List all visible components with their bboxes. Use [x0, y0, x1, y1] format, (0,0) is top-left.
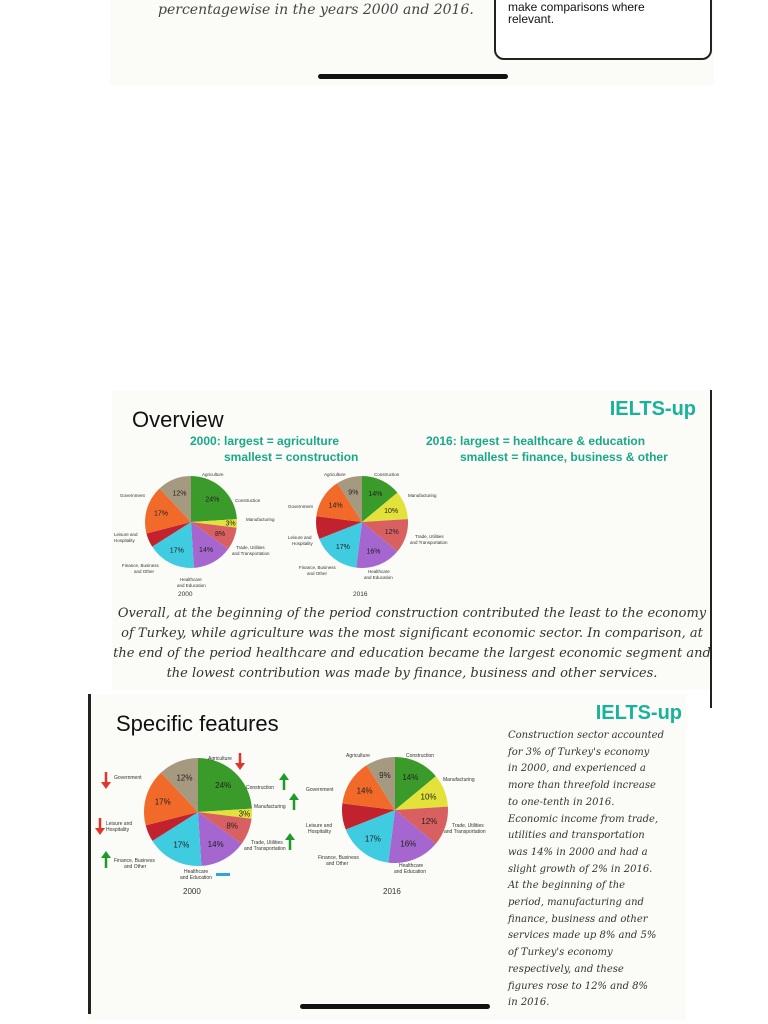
features-line-16: figures rose to 12% and 8%: [508, 980, 649, 992]
pie-data-label-leisure: 17%: [153, 510, 168, 518]
slide-overview: [112, 390, 712, 690]
label-agriculture-2000: Agriculture: [208, 756, 232, 762]
label-agriculture-2016: Agriculture: [324, 472, 346, 477]
features-line-13: services made up 8% and 5%: [508, 930, 657, 942]
label-government-2016: Government: [288, 504, 313, 509]
label-leisure-2016-1: Leisure and: [288, 535, 312, 540]
summary-2016-line1: 2016: largest = healthcare & education: [426, 434, 646, 448]
card-text-1: make comparisons where: [508, 0, 645, 14]
label-leisure-2000-2: Hospitality: [114, 538, 135, 543]
arrow-down-icon: [101, 772, 111, 789]
label-finance-2000-2: and Other: [134, 569, 155, 574]
label-healthcare-2016-2: and Education: [394, 869, 426, 875]
pie-data-label-leisure: 17%: [154, 797, 171, 807]
label-trade-2016-1: Trade, Utilities: [415, 534, 444, 539]
home-indicator-bottom[interactable]: [300, 1004, 490, 1009]
features-line-1: Construction sector accounted: [508, 730, 664, 741]
pie-data-label-leisure: 14%: [328, 502, 343, 510]
pie-data-label-healthcare: 17%: [169, 547, 184, 555]
pie-data-label-healthcare: 17%: [335, 544, 350, 552]
features-line-8: was 14% in 2000 and had a: [508, 846, 648, 858]
pie-data-label-trade: 16%: [366, 548, 381, 556]
label-trade-2016-1: Trade, Utilities: [452, 823, 484, 829]
label-leisure-2000-1: Leisure and: [114, 532, 138, 537]
label-construction-2000: Construction: [246, 785, 275, 791]
slide-top-text: percentagewise in the years 2000 and 2016.: [158, 2, 474, 18]
pie-data-label-manufacturing: 8%: [226, 821, 238, 831]
summary-2016-line2: smallest = finance, business & other: [460, 450, 668, 464]
label-leisure-2016-1: Leisure and: [306, 823, 333, 829]
label-trade-2000-2: and Transportation: [244, 846, 286, 852]
label-leisure-2000-1: Leisure and: [106, 821, 133, 827]
label-manufacturing-2016: Manufacturing: [408, 493, 437, 498]
label-finance-2016-2: and Other: [326, 861, 349, 867]
label-healthcare-2000-2: and Education: [180, 875, 212, 881]
label-leisure-2016-2: Hospitality: [292, 541, 313, 546]
label-government-2000: Government: [114, 775, 142, 781]
arrow-up-icon: [285, 833, 295, 850]
pie-data-label-government: 12%: [172, 490, 187, 498]
summary-2000-line1: 2000: largest = agriculture: [190, 434, 340, 448]
label-healthcare-2016-1: Healthcare: [368, 569, 390, 574]
pie-data-label-healthcare: 17%: [364, 834, 381, 844]
label-finance-2000-1: Finance, Business: [114, 858, 155, 864]
slide-features: [88, 694, 686, 1020]
label-healthcare-2000-2: and Education: [177, 583, 206, 588]
label-healthcare-2016-2: and Education: [364, 575, 393, 580]
arrow-down-icon: [235, 753, 245, 770]
year-label-2016: 2016: [353, 591, 368, 598]
pie-data-label-construction: 3%: [238, 809, 251, 819]
label-finance-2016-1: Finance, Business: [299, 565, 336, 570]
features-line-6: Economic income from trade,: [508, 813, 659, 825]
card-text-2: relevant.: [508, 12, 555, 26]
features-line-2: for 3% of Turkey's economy: [508, 746, 650, 758]
overview-charts: [112, 468, 472, 598]
overview-line-2: of Turkey, while agriculture was the most significant economic sector. In comparison, at: [121, 626, 703, 641]
label-trade-2000-2: and Transportation: [232, 551, 270, 556]
features-line-5: to one-tenth in 2016.: [508, 796, 615, 808]
year-label-2000: 2000: [178, 591, 193, 598]
overview-line-1: Overall, at the beginning of the period construction contributed the least to the economy: [117, 606, 707, 621]
overview-line-3: the end of the period healthcare and education became the largest economic segment and: [113, 646, 711, 661]
pie-data-label-government: 12%: [176, 773, 193, 783]
label-agriculture-2016: Agriculture: [346, 753, 370, 759]
features-line-7: utilities and transportation: [508, 830, 645, 842]
arrow-up-icon: [101, 851, 111, 868]
year-label-2016: 2016: [383, 887, 401, 896]
label-leisure-2016-2: Hospitality: [308, 829, 332, 835]
label-healthcare-2016-1: Healthcare: [399, 863, 424, 869]
pie-data-label-government: 9%: [379, 771, 391, 781]
pie-data-label-manufacturing: 12%: [421, 816, 438, 826]
page-title: Overview: [132, 407, 224, 432]
pie-data-label-trade: 16%: [400, 839, 417, 849]
label-agriculture-2000: Agriculture: [202, 472, 224, 477]
label-trade-2016-2: and Transportation: [444, 829, 486, 835]
brand-logo: IELTS-up: [595, 702, 682, 724]
label-finance-2000-2: and Other: [124, 864, 147, 870]
pie-data-label-agriculture: 24%: [215, 781, 232, 791]
slide-left-edge: [88, 694, 91, 1014]
features-line-9: slight growth of 2% in 2016.: [508, 863, 653, 875]
page-title: Specific features: [116, 711, 279, 736]
pie-data-label-agriculture: 14%: [402, 773, 419, 783]
pie-data-label-construction: 3%: [225, 520, 236, 528]
features-paragraph: [508, 728, 684, 1012]
arrow-up-icon: [289, 793, 299, 810]
features-line-3: in 2000, and experienced a: [508, 763, 646, 775]
label-trade-2000-1: Trade, Utilities: [251, 840, 283, 846]
brand-logo: IELTS-up: [609, 398, 696, 420]
pie-data-label-leisure: 14%: [356, 786, 373, 796]
pie-data-label-agriculture: 14%: [368, 491, 383, 499]
year-label-2000: 2000: [183, 887, 201, 896]
pie-data-label-agriculture: 24%: [205, 496, 220, 504]
pie-data-label-construction: 10%: [384, 507, 399, 515]
label-finance-2000-1: Finance, Business: [122, 563, 159, 568]
pie-data-label-trade: 14%: [207, 839, 224, 849]
label-construction-2016: Construction: [406, 753, 435, 759]
features-charts: [94, 748, 504, 906]
label-construction-2000: Construction: [235, 498, 261, 503]
label-healthcare-2000-1: Healthcare: [180, 577, 202, 582]
label-manufacturing-2000: Manufacturing: [246, 517, 275, 522]
slide-top-card: [494, 0, 712, 60]
label-healthcare-2000-1: Healthcare: [184, 869, 209, 875]
features-line-11: period, manufacturing and: [508, 897, 644, 909]
equal-marker: [216, 873, 230, 876]
overview-line-4: the lowest contribution was made by finance, business and other services.: [166, 666, 658, 681]
features-line-12: finance, business and other: [508, 913, 648, 925]
pie-data-label-healthcare: 17%: [173, 840, 190, 850]
label-trade-2016-2: and Transportation: [410, 540, 448, 545]
arrow-up-icon: [279, 773, 289, 790]
features-line-14: of Turkey's economy: [508, 947, 613, 959]
features-line-4: more than threefold increase: [508, 780, 656, 792]
label-finance-2016-1: Finance, Business: [318, 855, 359, 861]
features-line-10: At the beginning of the: [508, 880, 626, 892]
features-line-17: in 2016.: [508, 997, 550, 1009]
label-government-2000: Government: [120, 493, 145, 498]
arrow-down-icon: [95, 818, 105, 835]
pie-data-label-government: 9%: [348, 489, 359, 497]
label-manufacturing-2016: Manufacturing: [443, 777, 475, 783]
features-line-15: respectively, and these: [508, 963, 624, 975]
pie-data-label-trade: 14%: [199, 546, 214, 554]
label-trade-2000-1: Trade, Utilities: [236, 545, 265, 550]
overview-paragraph: [112, 604, 712, 684]
label-leisure-2000-2: Hospitality: [106, 827, 130, 833]
home-indicator-top[interactable]: [318, 74, 508, 79]
pie-data-label-manufacturing: 12%: [384, 529, 399, 537]
label-manufacturing-2000: Manufacturing: [254, 804, 286, 810]
label-construction-2016: Construction: [374, 472, 400, 477]
label-government-2016: Government: [306, 787, 334, 793]
pie-data-label-manufacturing: 8%: [215, 530, 226, 538]
summary-2000-line2: smallest = construction: [224, 450, 359, 464]
label-finance-2016-2: and Other: [307, 571, 328, 576]
pie-data-label-construction: 10%: [420, 792, 437, 802]
